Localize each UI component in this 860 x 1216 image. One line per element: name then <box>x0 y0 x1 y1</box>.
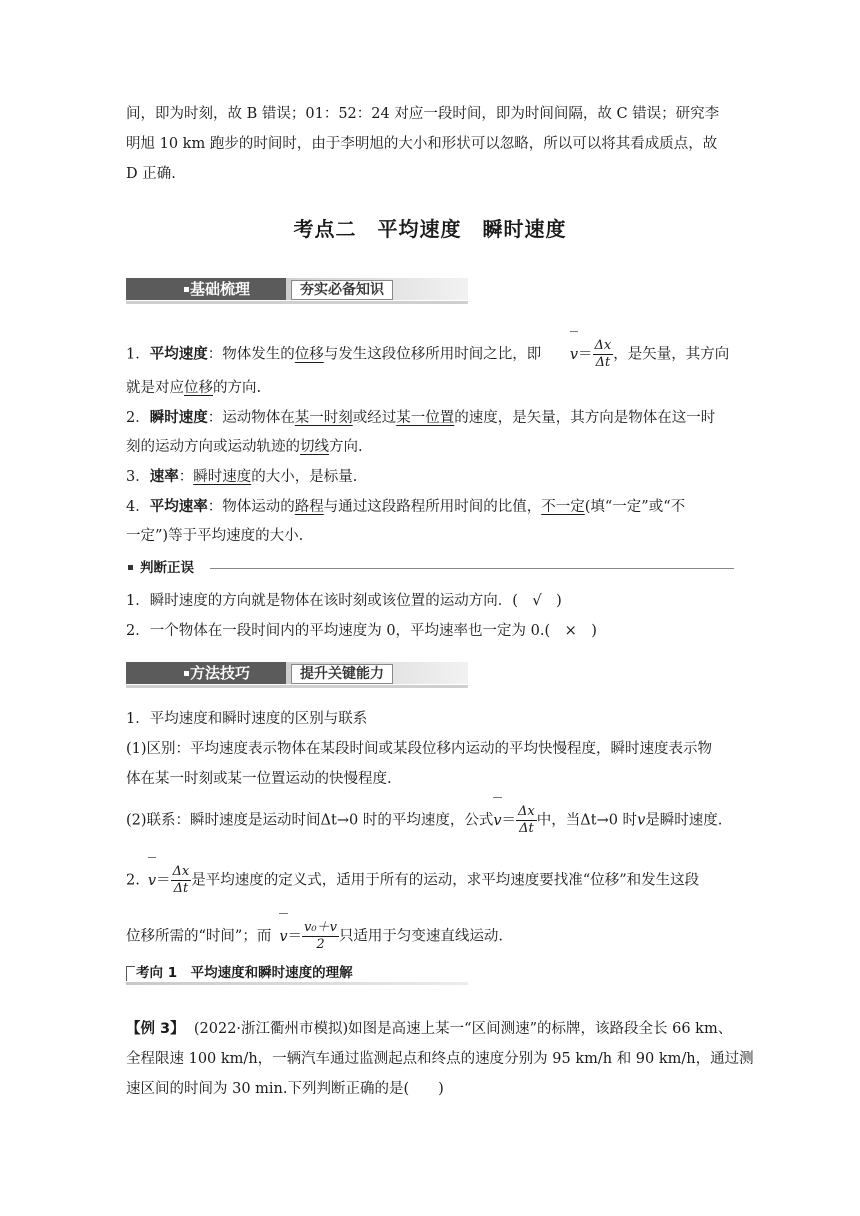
v-bar-symbol: v <box>569 346 579 363</box>
item-average-velocity-cont: 就是对应位移的方向. <box>126 380 262 396</box>
example-label: 【例 3】 <box>126 1021 185 1037</box>
fraction-dx-dt: $\frac{\Delta x}{\Delta t}$ <box>172 864 190 896</box>
intro-line-3: D 正确. <box>126 166 176 182</box>
square-bullet-icon <box>128 565 133 570</box>
method-2a: (1)区别：平均速度表示物体在某段时间或某段位移内运动的平均快慢程度，瞬时速度表示物 <box>126 741 713 757</box>
banner-label: 基础梳理 <box>126 278 286 300</box>
method-1: 1．平均速度和瞬时速度的区别与联系 <box>126 711 368 727</box>
basic-review-banner <box>126 278 468 300</box>
example-line-3: 速区间的时间为 30 min.下列判断正确的是( ) <box>126 1081 444 1097</box>
fraction-v0-plus-v: $\frac{\text{v₀＋v}}{2}$ <box>304 920 337 952</box>
banner-label: 方法技巧 <box>126 662 286 684</box>
intro-line-1: 间，即为时刻，故 B 错误；01：52：24 对应一段时间，即为时间间隔，故 C 错误；研究李 <box>126 106 720 122</box>
item-average-speed: 4．平均速率：物体运动的路程与通过这段路程所用时间的比值，不一定(填“一定”或“不 <box>126 499 686 515</box>
fraction-dx-dt: $\frac{\Delta x}{\Delta t}$ <box>518 804 535 836</box>
direction-heading: 考向 1 平均速度和瞬时速度的理解 <box>126 962 468 984</box>
item-average-velocity: 1．平均速度：物体发生的位移与发生这段位移所用时间之比，即 v＝ $\frac{\Delta x}{\Delta t}$ ，是矢量，其方向 <box>126 338 730 370</box>
method-banner <box>126 662 468 684</box>
section-title: 考点二 平均速度 瞬时速度 <box>293 217 567 241</box>
banner-underline <box>126 685 468 688</box>
judge-q2: 2．一个物体在一段时间内的平均速度为 0，平均速率也一定为 0.( × ) <box>126 623 597 639</box>
method-2b: 体在某一时刻或某一位置运动的快慢程度. <box>126 771 392 787</box>
fraction-dx-dt: $\frac{\Delta x}{\Delta t}$ <box>594 338 612 370</box>
item-instant-velocity: 2．瞬时速度：运动物体在某一时刻或经过某一位置的速度，是矢量，其方向是物体在这一时 <box>126 410 716 426</box>
method-4: 2. v＝ $\frac{\Delta x}{\Delta t}$ 是平均速度的定义式，适用于所有的运动，求平均速度要找准“位移”和发生这段 <box>126 864 700 896</box>
item-instant-velocity-cont: 刻的运动方向或运动轨迹的切线方向. <box>126 439 363 455</box>
judge-q1: 1．瞬时速度的方向就是物体在该时刻或该位置的运动方向．( √ ) <box>126 593 562 609</box>
banner-tag: 夯实必备知识 <box>291 280 393 300</box>
item-average-speed-cont: 一定”)等于平均速度的大小. <box>126 528 304 544</box>
method-5: 位移所需的“时间”；而 v＝ $\frac{\text{v₀＋v}}{2}$ 只适用于匀变速直线运动. <box>126 920 504 952</box>
square-bullet-icon <box>184 287 189 292</box>
banner-underline <box>126 301 468 304</box>
item-speed: 3．速率：瞬时速度的大小，是标量. <box>126 469 358 485</box>
judge-header: 判断正误 <box>126 558 734 578</box>
method-3: (2)联系：瞬时速度是运动时间Δt→0 时的平均速度，公式v＝ $\frac{\Delta x}{\Delta t}$ 中，当Δt→0 时v是瞬时速度. <box>126 804 723 836</box>
square-bullet-icon <box>184 671 189 676</box>
intro-line-2: 明旭 10 km 跑步的时间时，由于李明旭的大小和形状可以忽略，所以可以将其看成质点，故 <box>126 136 718 152</box>
banner-tag: 提升关键能力 <box>291 664 393 684</box>
example-line-2: 全程限速 100 km/h，一辆汽车通过监测起点和终点的速度分别为 95 km/h 和 90 km/h，通过测 <box>126 1051 754 1067</box>
example-line-1: 【例 3】 (2022·浙江衢州市模拟)如图是高速上某一“区间测速”的标牌，该路段全长 66 km、 <box>126 1021 733 1037</box>
